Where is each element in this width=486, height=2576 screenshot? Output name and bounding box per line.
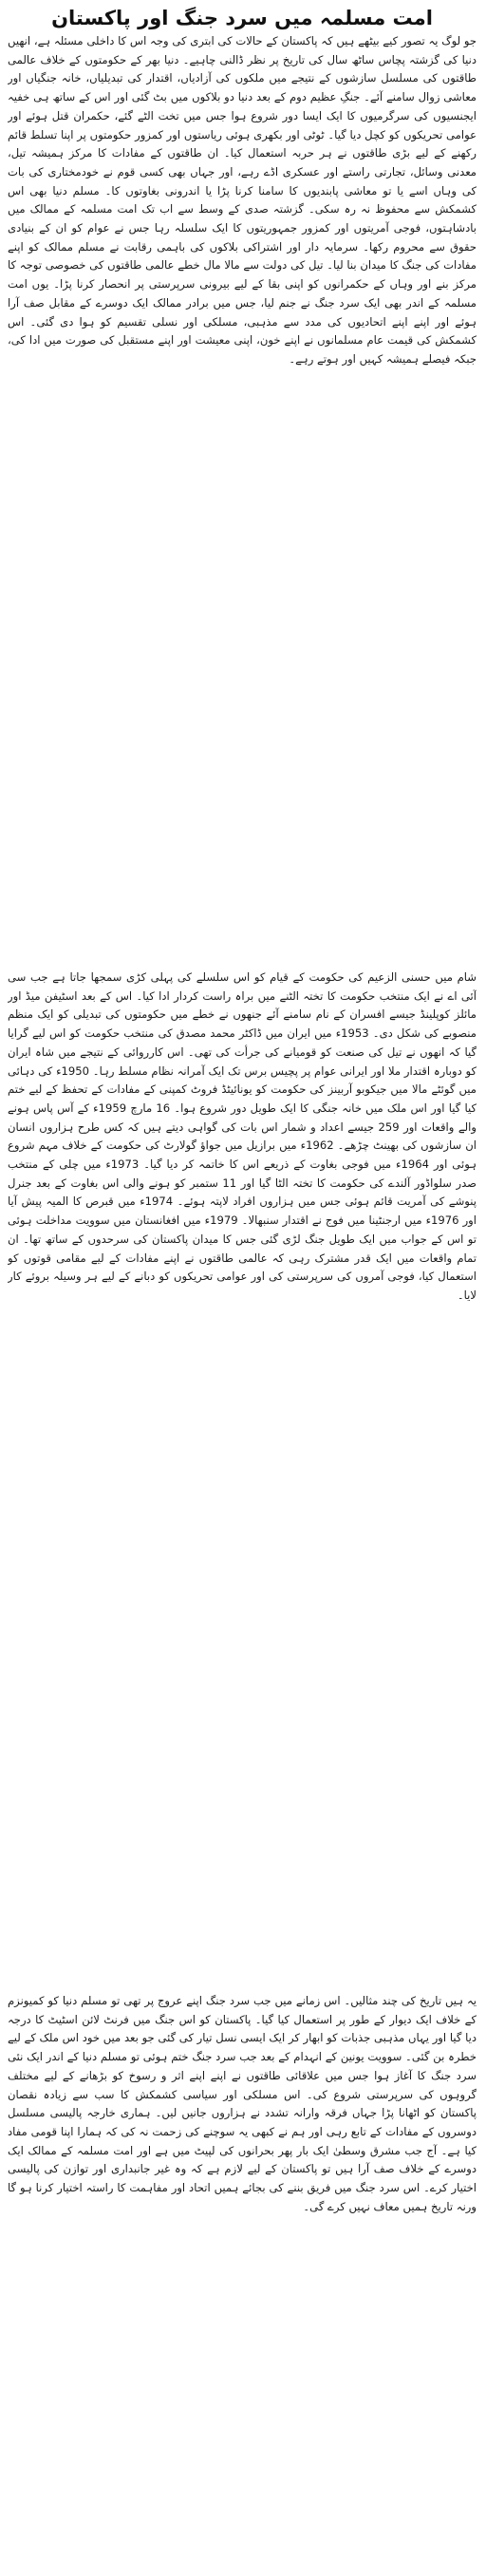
- article-paragraph-3: یہ ہیں تاریخ کی چند مثالیں۔ اس زمانے میں جب سرد جنگ اپنے عروج پر تھی تو مسلم دنیا کو کمیونزم کے خلاف ایک دیوار کے طور پر استعمال کیا گیا۔ پاکستان کو اس جنگ میں فرنٹ لائن اسٹیٹ کا درجہ دیا گیا اور یہاں مذہبی جذبات کو ابھار کر ایک ایسی نسل تیار کی گئی جو بعد میں خود اس ملک کے لیے خطرہ بن گئی۔ سوویت یونین کے انہدام کے بعد جب سرد جنگ ختم ہوئی تو مسلم دنیا کے اندر ایک نئی سرد جنگ کا آغاز ہوا جس میں علاقائی طاقتوں نے اپنے اپنے اثر و رسوخ کو بڑھانے کے لیے مختلف گروہوں کی سرپرستی شروع کی۔ اس مسلکی اور سیاسی کشمکش کا سب سے زیادہ نقصان پاکستان کو اٹھانا پڑا جہاں فرقہ وارانہ تشدد نے ہزاروں جانیں لیں۔ ہماری خارجہ پالیسی مسلسل دوسروں کے مفادات کے تابع رہی اور ہم نے کبھی یہ سوچنے کی زحمت نہ کی کہ ہمارا اپنا قومی مفاد کیا ہے۔ آج جب مشرق وسطیٰ ایک بار پھر بحرانوں کی لپیٹ میں ہے اور امت مسلمہ کے ممالک ایک دوسرے کے خلاف صف آرا ہیں تو پاکستان کے لیے لازم ہے کہ وہ غیر جانبداری اور توازن کی پالیسی اختیار کرے۔ اس سرد جنگ میں فریق بننے کی بجائے ہمیں اتحاد اور مفاہمت کا راستہ اختیار کرنا ہو گا ورنہ تاریخ ہمیں معاف نہیں کرے گی۔: [8, 1994, 477, 2213]
- paragraph-spacer: [8, 1964, 477, 1992]
- article-paragraph-2: شام میں حسنی الزعیم کی حکومت کے قیام کو اس سلسلے کی پہلی کڑی سمجھا جاتا ہے جب سی آئی اے نے ایک منتخب حکومت کا تختہ الٹنے میں براہ راست کردار ادا کیا۔ اس کے بعد اسٹیفن میڈ اور مائلز کوپلینڈ جیسے افسران کے نام سامنے آئے جنھوں نے خطے میں حکومتوں کی تبدیلی کو ایک منظم منصوبے کی شکل دی۔ 1953ء میں ایران میں ڈاکٹر محمد مصدق کی منتخب حکومت کو اس لیے گرایا گیا کہ انھوں نے تیل کی صنعت کو قومیانے کی جرأت کی تھی۔ اس کارروائی کے نتیجے میں شاہ ایران کو دوبارہ اقتدار ملا اور ایرانی عوام پر پچیس برس تک ایک آمرانہ نظام مسلط رہا۔ 1950ء کی دہائی میں گوئٹے مالا میں جیکوبو آربینز کی حکومت کو یونائیٹڈ فروٹ کمپنی کے مفادات کے تحفظ کے لیے ختم کیا گیا اور اس ملک میں خانہ جنگی کا ایک طویل دور شروع ہوا۔ 16 مارچ 1959ء کے آس پاس ہونے والے واقعات اور 259 جیسے اعداد و شمار اس بات کی گواہی دیتے ہیں کہ کس طرح ہزاروں انسان ان سازشوں کی بھینٹ چڑھے۔ 1962ء میں برازیل میں جواؤ گولارٹ کی حکومت کے خلاف مہم شروع ہوئی اور 1964ء میں فوجی بغاوت کے ذریعے اس کا خاتمہ کر دیا گیا۔ 1973ء میں چلی کے منتخب صدر سلواڈور آلندے کی حکومت کا تختہ الٹا گیا اور 11 ستمبر کو ہونے والی اس بغاوت کے بعد جنرل پنوشے کی آمریت قائم ہوئی جس میں ہزاروں افراد لاپتہ ہوئے۔ 1974ء میں قبرص کا المیہ پیش آیا اور 1976ء میں ارجنٹینا میں فوج نے اقتدار سنبھالا۔ 1979ء میں افغانستان میں سوویت مداخلت ہوئی تو اس کے جواب میں ایک طویل جنگ لڑی گئی جس کا میدان پاکستان کی سرحدوں کے ساتھ تھا۔ ان تمام واقعات میں ایک قدر مشترک رہی کہ عالمی طاقتوں نے اپنے مفادات کے لیے مقامی قوتوں کو استعمال کیا، فوجی آمروں کی سرپرستی کی اور عوامی تحریکوں کو دبانے کے لیے ہر وسیلہ بروئے کار لایا۔: [8, 970, 477, 1302]
- article-body: [8, 32, 477, 2493]
- article-headline: امت مسلمہ میں سرد جنگ اور پاکستان: [51, 7, 433, 29]
- article-paragraph-1: جو لوگ یہ تصور کیے بیٹھے ہیں کہ پاکستان کے حالات کی ابتری کی وجہ اس کا داخلی مسئلہ ہے، انھیں دنیا کی گزشتہ پچاس ساٹھ سال کی تاریخ پر نظر ڈالنی چاہیے۔ دنیا بھر کے حکومتوں کے خلاف عالمی طاقتوں کی مسلسل سازشوں کے نتیجے میں ملکوں کی آزادیاں، اقتدار کی تبدیلیاں، خانہ جنگیاں اور معاشی زوال سامنے آئے۔ جنگِ عظیم دوم کے بعد دنیا دو بلاکوں میں بٹ گئی اور اس کے ساتھ ہی خفیہ ایجنسیوں کی سرگرمیوں کا ایک ایسا دور شروع ہوا جس میں تخت الٹے گئے، حکمران قتل ہوئے اور عوامی تحریکوں کو کچل دیا گیا۔ ٹوٹی اور بکھری ہوئی ریاستوں اور کمزور حکومتوں پر اپنا تسلط قائم رکھنے کے لیے بڑی طاقتوں نے ہر حربہ استعمال کیا۔ ان طاقتوں کے مفادات کا مرکز ہمیشہ تیل، معدنی وسائل، تجارتی راستے اور عسکری اڈے رہے، اور جہاں بھی کسی قوم نے خودمختاری کی بات کی وہاں اسے یا تو معاشی پابندیوں کا سامنا کرنا پڑا یا اندرونی بغاوتوں کا۔ مسلم دنیا بھی اس کشمکش سے محفوظ نہ رہ سکی۔ گزشتہ صدی کے وسط سے اب تک امت مسلمہ کے ممالک میں بادشاہتوں، فوجی آمریتوں اور کمزور جمہوریتوں کا ایک سلسلہ رہا جس نے عوام کو ان کے بنیادی حقوق سے محروم رکھا۔ سرمایہ دار اور اشتراکی بلاکوں کی باہمی رقابت نے مسلم ممالک کو اپنے مفادات کی جنگ کا میدان بنا لیا۔ تیل کی دولت سے مالا مال خطے عالمی طاقتوں کی خصوصی توجہ کا مرکز بنے اور وہاں کے حکمرانوں کو اپنی بقا کے لیے بیرونی سرپرستی پر انحصار کرنا پڑا۔ یوں امت مسلمہ کے اندر بھی ایک سرد جنگ نے جنم لیا، جس میں برادر ممالک ایک دوسرے کے مقابل صف آرا ہوئے اور اپنے اپنے اتحادیوں کی مدد سے مذہبی، مسلکی اور نسلی تقسیم کو ہوا دی گئی۔ اس کشمکش کی قیمت عام مسلمانوں نے اپنے خون، اپنی معیشت اور اپنے مستقبل کی صورت میں ادا کی، جبکہ فیصلے ہمیشہ کہیں اور ہوتے رہے۔: [8, 34, 477, 366]
